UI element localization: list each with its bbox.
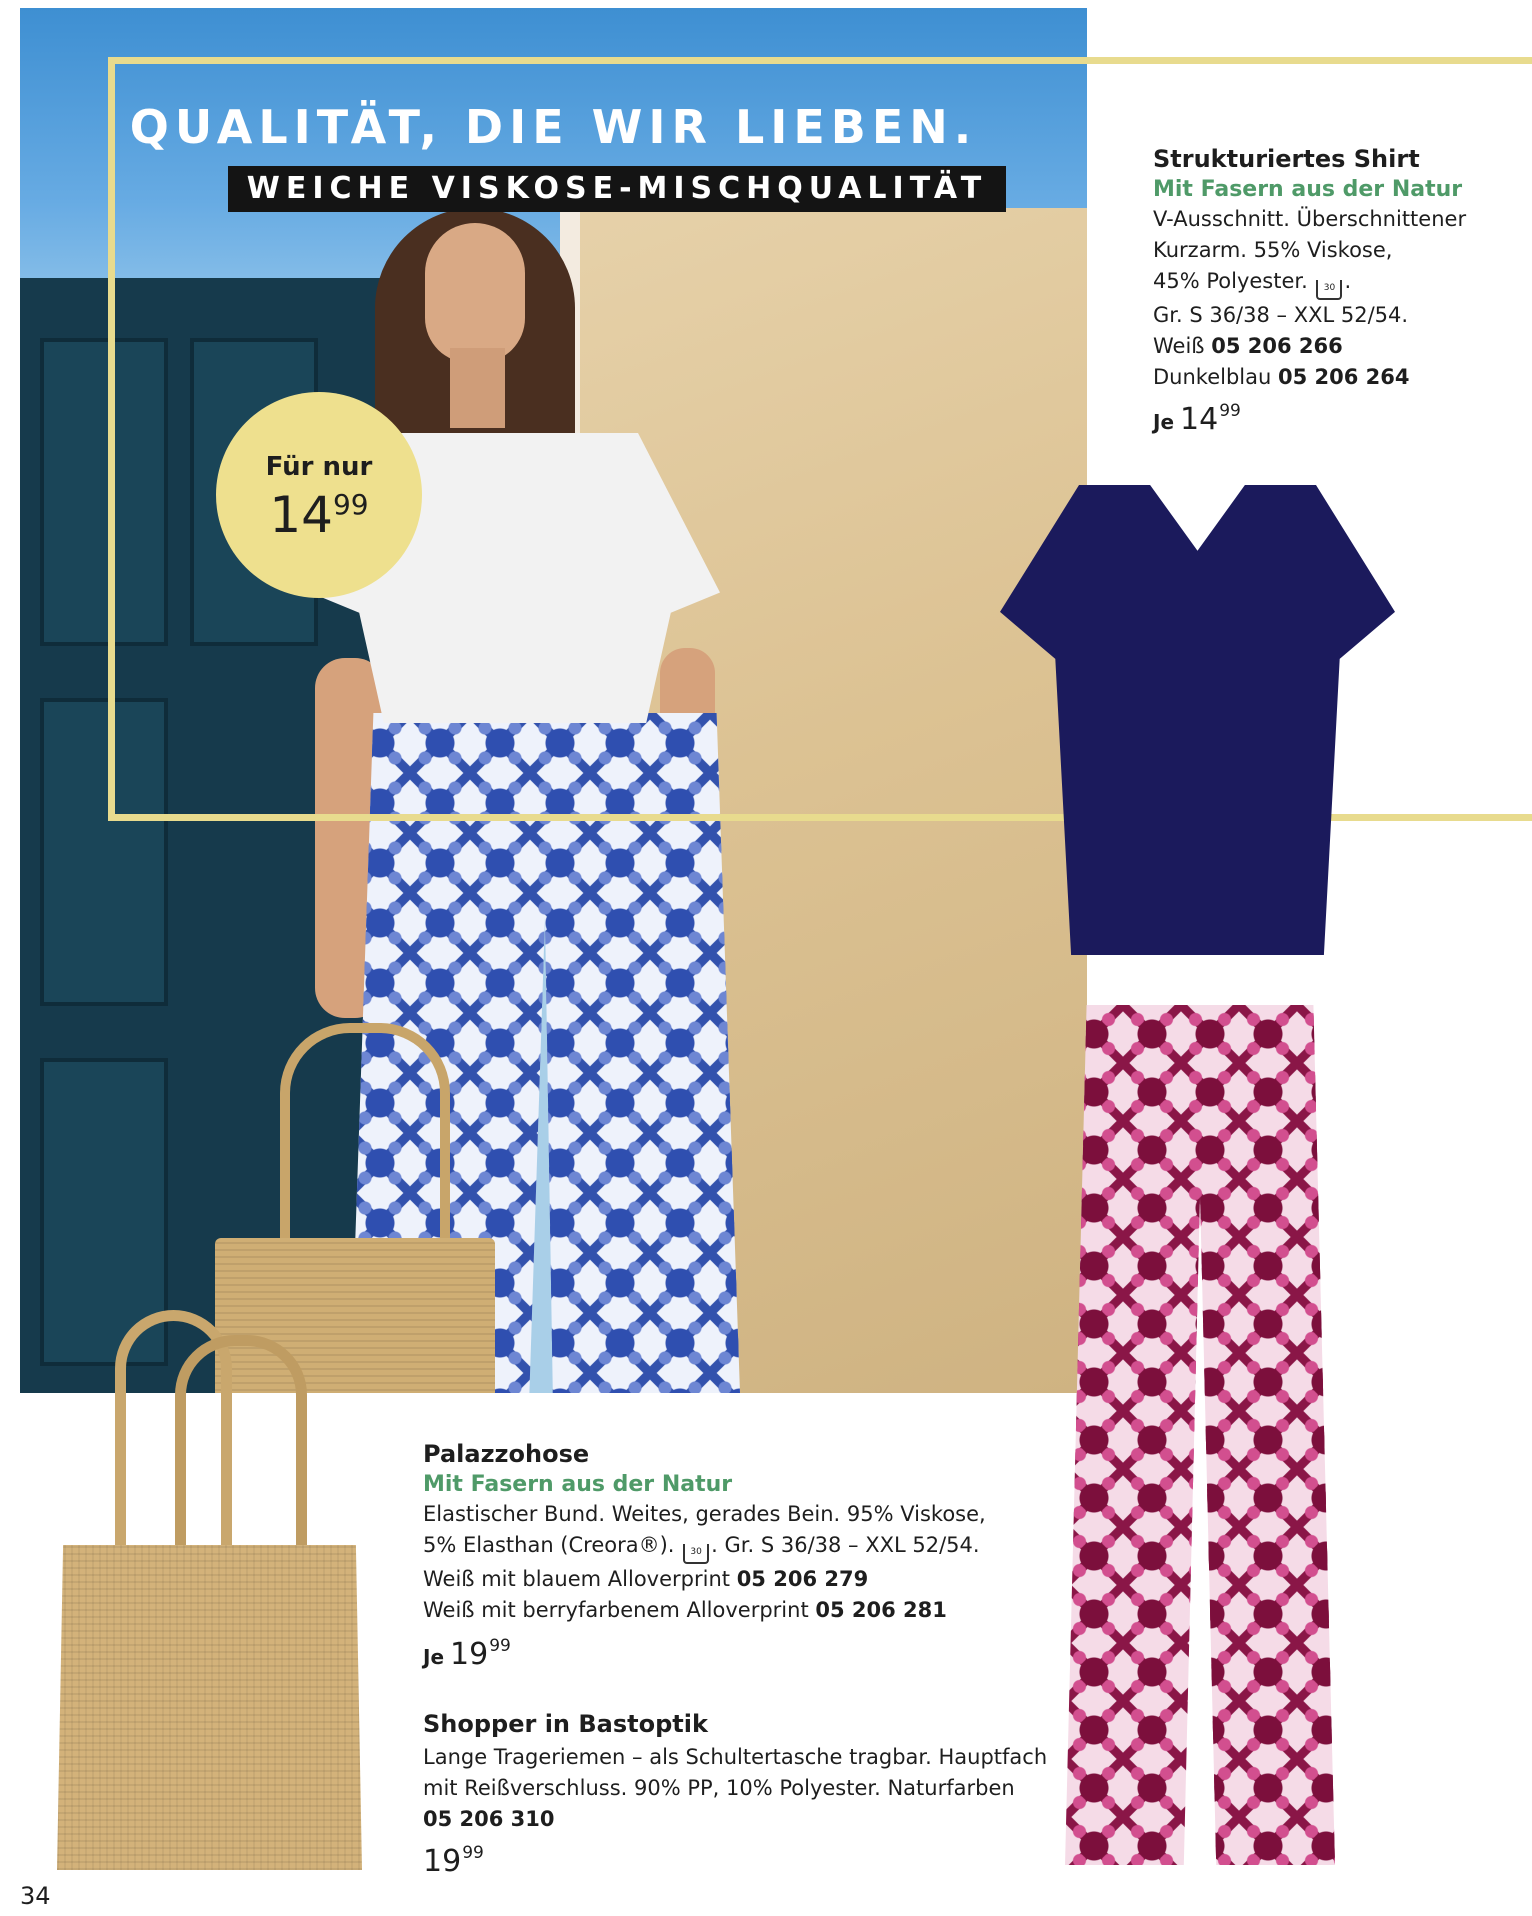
price-badge-label: Für nur [265, 452, 373, 482]
shopper-price-main: 19 [423, 1844, 462, 1879]
shopper-line-2: mit Reißverschluss. 90% PP, 10% Polyester. Naturfarben [423, 1776, 1015, 1800]
shopper-bag-product [57, 1545, 362, 1870]
hero-subtitle: WEICHE VISKOSE-MISCHQUALITÄT [228, 166, 1006, 212]
palazzo-price-main: 19 [450, 1637, 489, 1672]
shirt-line-3: 45% Polyester. [1153, 269, 1308, 293]
shirt-line-4: Gr. S 36/38 – XXL 52/54. [1153, 303, 1409, 327]
shirt-description [1153, 145, 1523, 437]
shirt-line-3-row: 45% Polyester. 30 . [1153, 266, 1523, 300]
price-badge-main: 14 [269, 486, 333, 544]
palazzo-variant-1-label: Weiß mit blauem Alloverprint [423, 1567, 730, 1591]
shirt-variant-1-label: Weiß [1153, 334, 1205, 358]
shirt-price-cents: 99 [1219, 401, 1241, 421]
price-badge-cents: 99 [332, 488, 369, 521]
palazzo-line-2a: 5% Elasthan (Creora®). [423, 1533, 675, 1557]
palazzo-tag: Mit Fasern aus der Natur [423, 1472, 733, 1497]
model-bag-strap [280, 1023, 450, 1263]
shopper-strap-back [175, 1335, 307, 1576]
shirt-variant-1-code: 05 206 266 [1211, 334, 1343, 358]
shopper-description [423, 1710, 1063, 1879]
shirt-variant-2 [1153, 362, 1523, 393]
shirt-name: Strukturiertes Shirt [1153, 145, 1420, 173]
palazzo-line-2: 5% Elasthan (Creora®). 30 . Gr. S 36/38 – XXL 52/54. [423, 1530, 1043, 1564]
shopper-price [423, 1843, 1063, 1879]
palazzo-price [423, 1636, 1043, 1672]
shirt-price-main: 14 [1180, 402, 1219, 437]
shirt-tag: Mit Fasern aus der Natur [1153, 177, 1463, 202]
page-number: 34 [20, 1882, 51, 1910]
shirt-variant-2-label: Dunkelblau [1153, 365, 1272, 389]
shopper-code: 05 206 310 [423, 1807, 555, 1831]
palazzo-variant-1-code: 05 206 279 [736, 1567, 869, 1591]
palazzo-variant-2 [423, 1595, 1043, 1626]
shopper-line-1: Lange Trageriemen – als Schultertasche tragbar. Hauptfach [423, 1745, 1048, 1769]
shirt-line-2: Kurzarm. 55% Viskose, [1153, 238, 1393, 262]
shirt-price-prefix: Je [1153, 410, 1175, 434]
shirt-line-1: V-Ausschnitt. Überschnittener [1153, 207, 1467, 231]
shirt-variant-1 [1153, 331, 1523, 362]
shopper-name: Shopper in Bastoptik [423, 1710, 708, 1738]
palazzo-variant-1 [423, 1564, 1043, 1595]
hero-title: QUALITÄT, DIE WIR LIEBEN. [129, 100, 978, 154]
palazzo-variant-2-label: Weiß mit berryfarbenem Alloverprint [423, 1598, 809, 1622]
palazzo-line-2b: Gr. S 36/38 – XXL 52/54. [724, 1533, 980, 1557]
shirt-variant-2-code: 05 206 264 [1278, 365, 1410, 389]
palazzo-description [423, 1440, 1043, 1672]
palazzo-variant-2-code: 05 206 281 [815, 1598, 947, 1622]
wash-30-icon: 30 [683, 1544, 709, 1564]
palazzo-price-prefix: Je [423, 1645, 445, 1669]
shirt-price [1153, 401, 1523, 437]
palazzo-name: Palazzohose [423, 1440, 590, 1468]
berry-palazzo-pants-product [1065, 1005, 1335, 1865]
palazzo-line-1: Elastischer Bund. Weites, gerades Bein. 95% Viskose, [423, 1502, 986, 1526]
wash-30-icon: 30 [1316, 280, 1342, 300]
shopper-price-cents: 99 [462, 1843, 484, 1863]
palazzo-price-cents: 99 [489, 1636, 511, 1656]
price-badge-amount [216, 486, 422, 544]
